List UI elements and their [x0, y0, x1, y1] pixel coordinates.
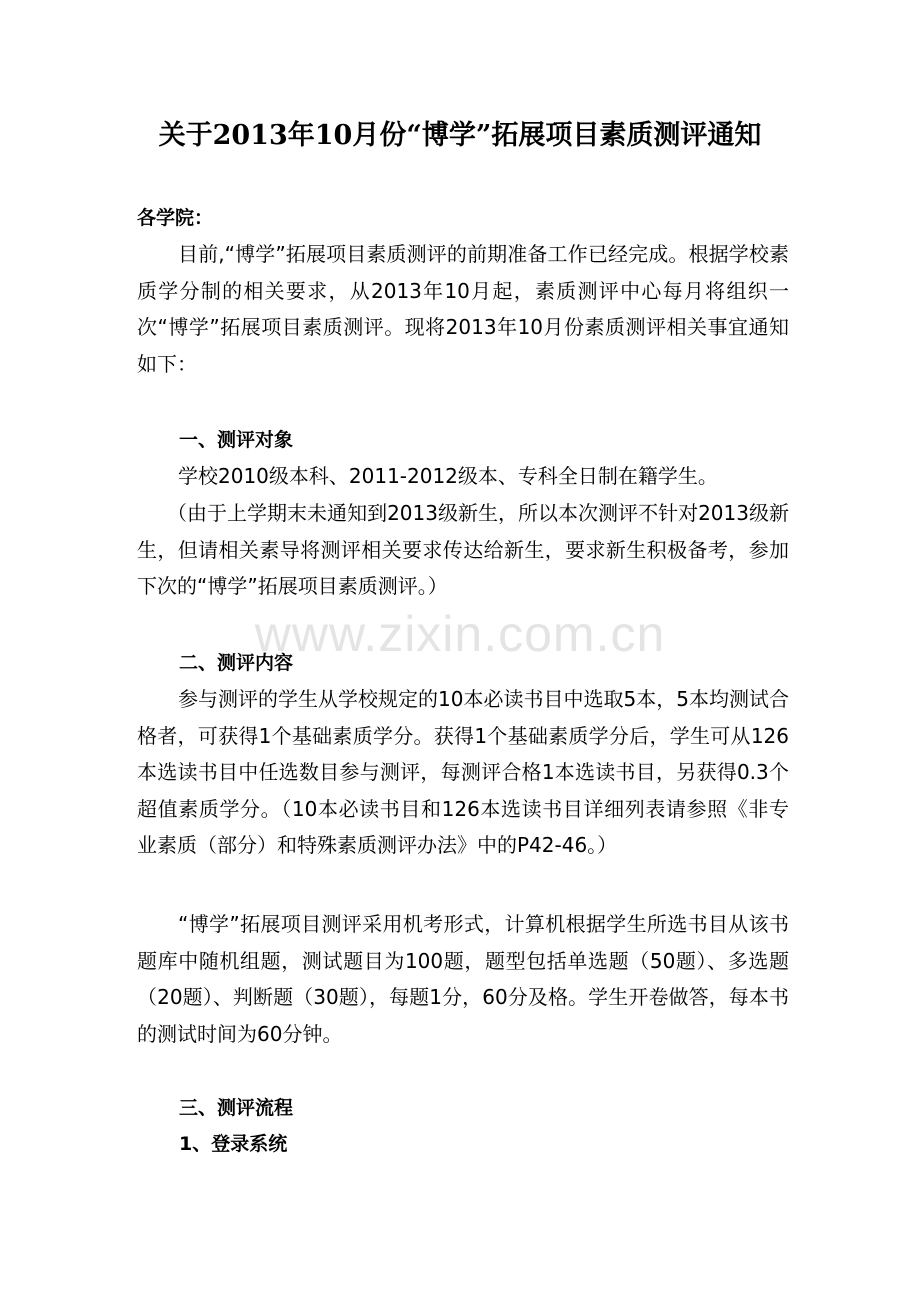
section-heading-2: 二、测评内容	[179, 652, 294, 674]
section-2-paragraph-2: “博学”拓展项目测评采用机考形式，计算机根据学生所选书目从该书题库中随机组题，测试题目为100题，题型包括单选题（50题）、多选题（20题）、判断题（30题），每题1分，60分及格。学生开卷做答，每本书的测试时间为60分钟。	[137, 912, 789, 1046]
section-heading-3: 三、测评流程	[179, 1097, 294, 1119]
section-1-paragraph-1: 学校2010级本科、2011-2012级本、专科全日制在籍学生。	[178, 464, 718, 488]
section-2-paragraph-1: 参与测评的学生从学校规定的10本必读书目中选取5本，5本均测试合格者，可获得1个基础素质学分。获得1个基础素质学分后，学生可从126本选读书目中任选数目参与测评，每测评合格1本选读书目，另获得0.3个超值素质学分。（10本必读书目和126本选读书目详细列表请参照《非专业素质（部分）和特殊素质测评办法》中的P42-46。）	[137, 687, 789, 857]
section-1-paragraph-2: （由于上学期末未通知到2013级新生，所以本次测评不针对2013级新生，但请相关素导将测评相关要求传达给新生，要求新生积极备考，参加下次的“博学”拓展项目素质测评。）	[137, 501, 789, 598]
section-heading-1: 一、测评对象	[179, 429, 294, 451]
document-title: 关于2013年10月份“博学”拓展项目素质测评通知	[158, 120, 762, 151]
subsection-heading-login: 1、登录系统	[179, 1133, 288, 1155]
watermark: www.zixin.com.cn	[254, 606, 666, 662]
salutation: 各学院：	[137, 207, 214, 229]
intro-paragraph: 目前,“博学”拓展项目素质测评的前期准备工作已经完成。根据学校素质学分制的相关要求，从2013年10月起，素质测评中心每月将组织一次“博学”拓展项目素质测评。现将2013年10月份素质测评相关事宜通知如下：	[137, 242, 789, 376]
